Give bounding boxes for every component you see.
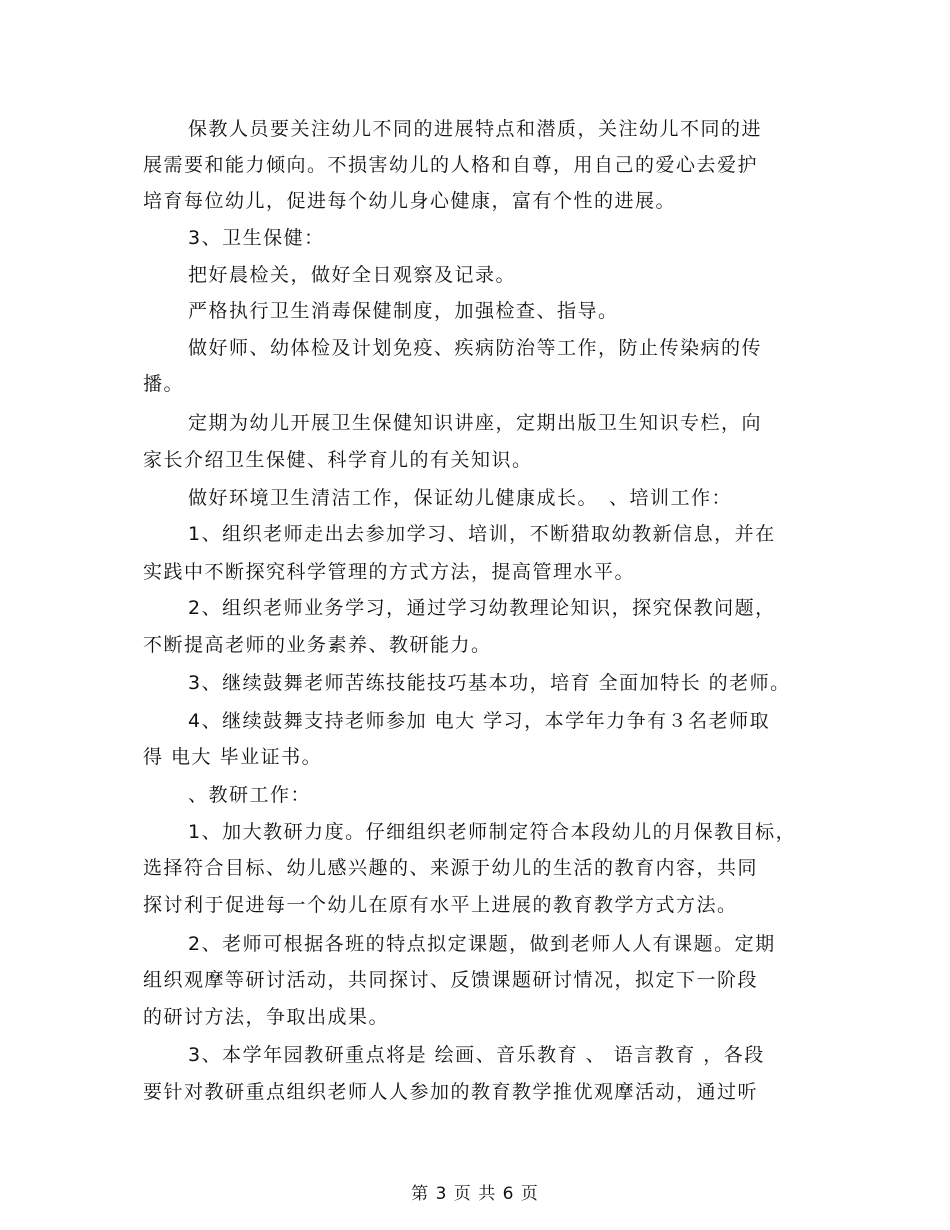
text-line: 实践中不断探究科学管理的方式方法，提高管理水平。 xyxy=(143,561,636,583)
text-line: 培育每位幼儿，促进每个幼儿身心健康，富有个性的进展。 xyxy=(143,190,677,212)
text-line: 的研讨方法，争取出成果。 xyxy=(143,1006,390,1028)
text-line: 做好环境卫生清洁工作，保证幼儿健康成长。 、培训工作： xyxy=(188,487,733,509)
text-line: 展需要和能力倾向。不损害幼儿的人格和自尊，用自己的爱心去爱护 xyxy=(143,154,759,176)
text-line: 组织观摩等研讨活动，共同探讨、反馈课题研讨情况，拟定下一阶段 xyxy=(143,969,759,991)
text-line: 要针对教研重点组织老师人人参加的教育教学推优观摩活动，通过听 xyxy=(143,1081,759,1103)
text-line: 选择符合目标、幼儿感兴趣的、来源于幼儿的生活的教育内容，共同 xyxy=(143,857,759,879)
text-line: 不断提高老师的业务素养、教研能力。 xyxy=(143,634,492,656)
text-line: 严格执行卫生消毒保健制度，加强检查、指导。 xyxy=(188,300,619,322)
text-line: 3、本学年园教研重点将是 绘画、音乐教育 、 语言教育 ，各段 xyxy=(188,1044,765,1066)
text-line: 做好师、幼体检及计划免疫、疾病防治等工作，防止传染病的传 xyxy=(188,337,763,359)
text-line: 得 电大 毕业证书。 xyxy=(143,746,323,768)
text-line: 定期为幼儿开展卫生保健知识讲座，定期出版卫生知识专栏，向 xyxy=(188,412,763,434)
text-line: 1、组织老师走出去参加学习、培训，不断猎取幼教新信息，并在 xyxy=(188,523,776,545)
text-line: 家长介绍卫生保健、科学育儿的有关知识。 xyxy=(143,449,533,471)
text-line: 播。 xyxy=(143,373,185,395)
text-line: 2、组织老师业务学习，通过学习幼教理论知识，探究保教问题， xyxy=(188,597,776,619)
section-heading: 3、卫生保健： xyxy=(188,227,325,249)
text-line: 2、老师可根据各班的特点拟定课题，做到老师人人有课题。定期 xyxy=(188,933,776,955)
text-line: 4、继续鼓舞支持老师参加 电大 学习，本学年力争有３名老师取 xyxy=(188,710,771,732)
text-line: 1、加大教研力度。仔细组织老师制定符合本段幼儿的月保教目标， xyxy=(188,821,797,843)
text-line: 探讨利于促进每一个幼儿在原有水平上进展的教育教学方式方法。 xyxy=(143,894,738,916)
text-line: 保教人员要关注幼儿不同的进展特点和潜质，关注幼儿不同的进 xyxy=(188,118,763,140)
section-heading: 、教研工作： xyxy=(188,784,312,806)
page-footer: 第 3 页 共 6 页 xyxy=(411,1184,539,1204)
text-line: 把好晨检关，做好全日观察及记录。 xyxy=(188,264,517,286)
text-line: 3、继续鼓舞老师苦练技能技巧基本功，培育 全面加特长 的老师。 xyxy=(188,672,791,694)
